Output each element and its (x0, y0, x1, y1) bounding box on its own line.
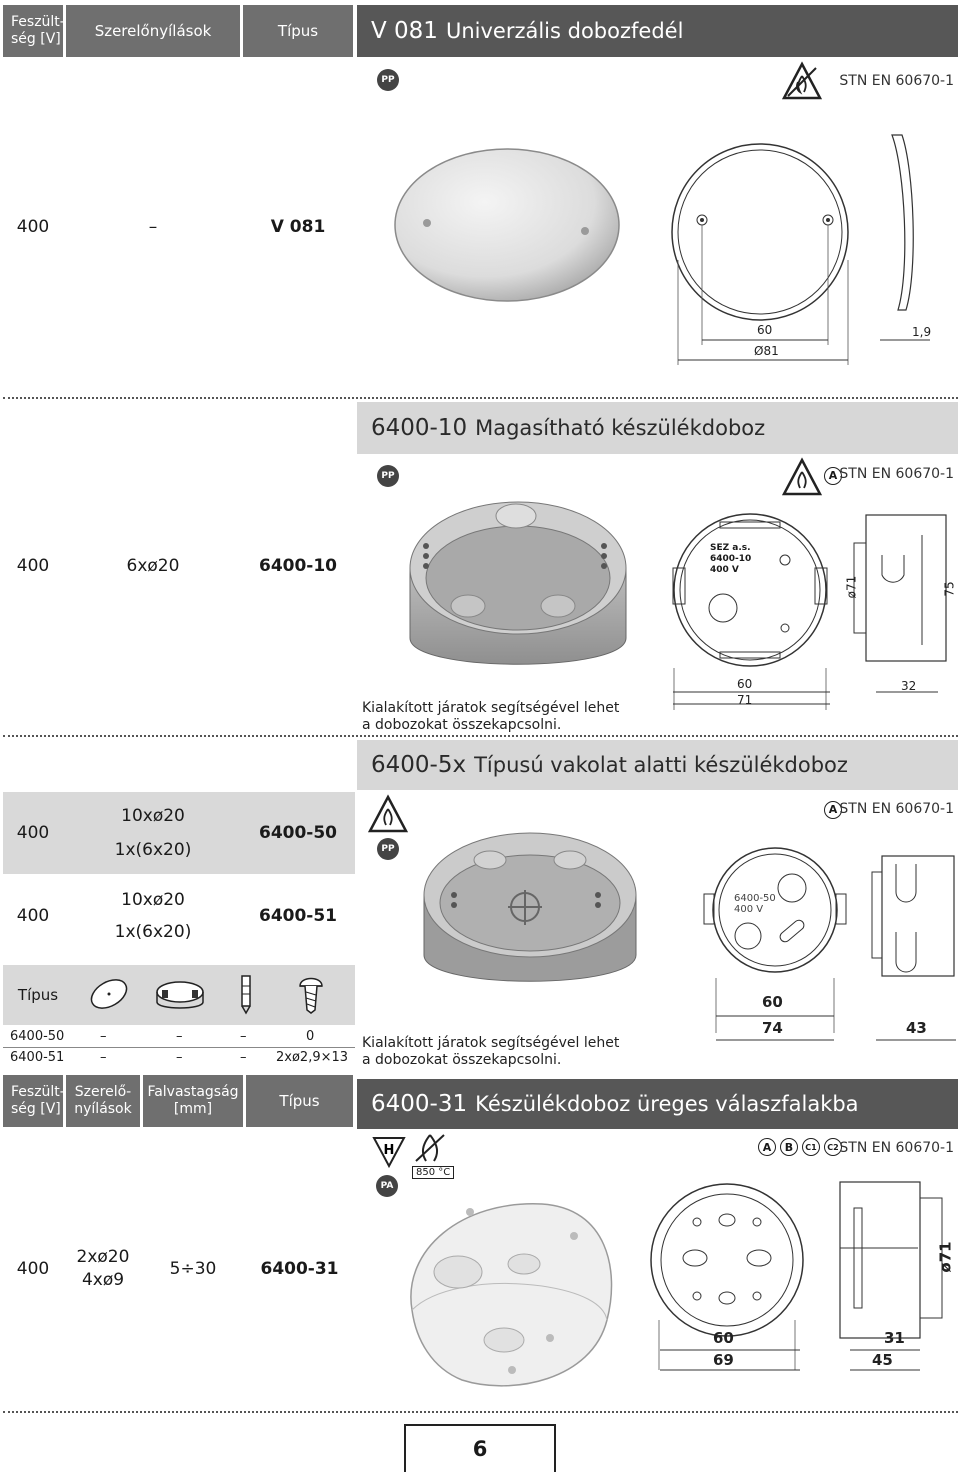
hollow-wall-icon (372, 1136, 406, 1168)
flame-warning-icon (782, 458, 822, 496)
class-a-badge: A (824, 798, 846, 819)
dimension-lines (650, 1344, 950, 1374)
voltage-value: 400 (16, 823, 50, 843)
dim-69: 69 (713, 1351, 734, 1369)
dim-71: 71 (737, 693, 753, 707)
header-openings: Szerelőnyílások (66, 5, 240, 57)
flame-warning-icon (368, 795, 408, 833)
dimension-lines (670, 688, 940, 708)
standard-label: STN EN 60670-1 (839, 466, 954, 482)
box-photo (392, 1190, 627, 1400)
product-name: Típusú vakolat alatti készülékdoboz (474, 753, 848, 777)
divider (3, 735, 958, 737)
dim-71: ø71 (936, 1241, 955, 1273)
accessory-value: – (240, 1029, 247, 1044)
title-6400-10 (357, 402, 958, 454)
type-value: 6400-10 (258, 556, 338, 576)
label-line: SEZ a.s. (710, 543, 751, 553)
accessory-value: – (100, 1029, 107, 1044)
openings-value: 2xø20 (76, 1247, 130, 1267)
divider (3, 397, 958, 399)
box-drawing-side (872, 852, 956, 982)
openings-value: 1x(6x20) (114, 840, 192, 860)
accessory-value: 0 (306, 1029, 315, 1044)
product-code: V 081 (371, 18, 438, 44)
header-type: Típus (246, 1075, 353, 1127)
cover-drawing (670, 150, 950, 365)
screw-icon (298, 976, 324, 1014)
standard-label: STN EN 60670-1 (839, 73, 954, 89)
label-line: 6400-50 (734, 893, 776, 904)
flame-temp-icon (412, 1133, 448, 1163)
accessory-value: – (240, 1050, 247, 1065)
divider (3, 1411, 958, 1413)
label-line: 400 V (734, 904, 764, 915)
dim-71-side: ø71 (844, 575, 859, 599)
accessory-value: – (100, 1050, 107, 1065)
class-badge: C2 (824, 1138, 842, 1156)
dim-31: 31 (884, 1329, 905, 1347)
label-line: 6400-10 (710, 554, 752, 564)
type-value: 6400-51 (258, 906, 338, 926)
dim-60: 60 (737, 677, 753, 691)
class-badge: A (758, 1138, 776, 1156)
note-line: a dobozokat összekapcsolni. (362, 1052, 562, 1068)
dim-32: 32 (901, 679, 917, 693)
title-6400-31 (357, 1079, 958, 1129)
ring-frame-icon (154, 976, 206, 1012)
product-code: 6400-5x (371, 752, 467, 778)
dim-1-9: 1,9 (912, 325, 932, 339)
dim-60: 60 (757, 323, 773, 337)
accessory-value: – (176, 1029, 183, 1044)
box-drawing-front (645, 1180, 810, 1340)
box-photo (410, 815, 650, 995)
openings-value: 4xø9 (81, 1270, 125, 1290)
connection-note (362, 700, 619, 734)
material-badge: PP (377, 69, 399, 91)
title-v081 (357, 5, 958, 57)
cover-photo (392, 145, 622, 305)
material-badge: PP (377, 465, 399, 487)
box-drawing-side (852, 515, 952, 665)
material-badge: PP (377, 838, 399, 860)
page-number: 6 (404, 1424, 556, 1472)
class-badge: B (780, 1138, 798, 1156)
box-label (734, 893, 776, 915)
voltage-value: 400 (16, 1259, 50, 1279)
class-badges (758, 1138, 846, 1156)
accessory-value: 2xø2,9×13 (276, 1050, 349, 1065)
product-name: Univerzális dobozfedél (445, 19, 684, 43)
wall-thickness-value: 5÷30 (169, 1259, 217, 1279)
connection-note (362, 1035, 619, 1069)
fastener-icon (238, 974, 254, 1014)
product-name: Készülékdoboz üreges válaszfalakba (475, 1092, 859, 1116)
accessory-type: 6400-51 (10, 1050, 65, 1065)
openings-value: – (148, 217, 158, 237)
box-photo (398, 488, 638, 688)
standard-label: STN EN 60670-1 (839, 1140, 954, 1156)
header-voltage: Feszült- ség [V] (3, 5, 63, 57)
product-name: Magasítható készülékdoboz (475, 416, 766, 440)
note-line: a dobozokat összekapcsolni. (362, 717, 562, 733)
header-wall-thickness: Falvastagság [mm] (143, 1075, 243, 1127)
svg-text:H: H (383, 1143, 395, 1158)
dim-45: 45 (872, 1351, 893, 1369)
type-value: 6400-31 (260, 1259, 339, 1279)
product-code: 6400-31 (371, 1091, 468, 1117)
header-openings: Szerelő- nyílások (66, 1075, 140, 1127)
dim-60: 60 (762, 993, 783, 1011)
label-line: 400 V (710, 565, 739, 575)
title-6400-5x (357, 740, 958, 790)
header-voltage: Feszült- ség [V] (3, 1075, 63, 1127)
voltage-value: 400 (16, 217, 50, 237)
dim-74: 74 (762, 1019, 783, 1037)
standard-label: STN EN 60670-1 (839, 801, 954, 817)
cover-plate-icon (88, 976, 130, 1012)
box-drawing-front (665, 500, 835, 680)
header-type: Típus (243, 5, 353, 57)
openings-value: 6xø20 (126, 556, 180, 576)
dim-60: 60 (713, 1329, 734, 1347)
voltage-value: 400 (16, 906, 50, 926)
openings-value: 1x(6x20) (114, 922, 192, 942)
class-badge: C1 (802, 1138, 820, 1156)
note-line: Kialakított járatok segítségével lehet (362, 1035, 620, 1051)
note-line: Kialakított járatok segítségével lehet (362, 700, 620, 716)
temperature-label: 850 °C (412, 1166, 454, 1179)
accessory-type-header: Típus (17, 986, 59, 1004)
material-badge: PA (376, 1175, 398, 1197)
voltage-value: 400 (16, 556, 50, 576)
class-a-badge: A (824, 464, 846, 485)
box-drawing-side (830, 1178, 950, 1343)
dim-81: Ø81 (754, 344, 779, 358)
accessory-type: 6400-50 (10, 1029, 65, 1044)
flame-warning-icon (782, 62, 822, 100)
openings-value: 10xø20 (121, 806, 185, 826)
product-code: 6400-10 (371, 415, 468, 441)
openings-value: 10xø20 (121, 890, 185, 910)
type-value: V 081 (270, 217, 326, 237)
dim-43: 43 (906, 1019, 927, 1037)
accessory-value: – (176, 1050, 183, 1065)
dim-75: 75 (942, 581, 957, 597)
box-label (710, 543, 751, 576)
accessory-divider (3, 1047, 355, 1048)
type-value: 6400-50 (258, 823, 338, 843)
